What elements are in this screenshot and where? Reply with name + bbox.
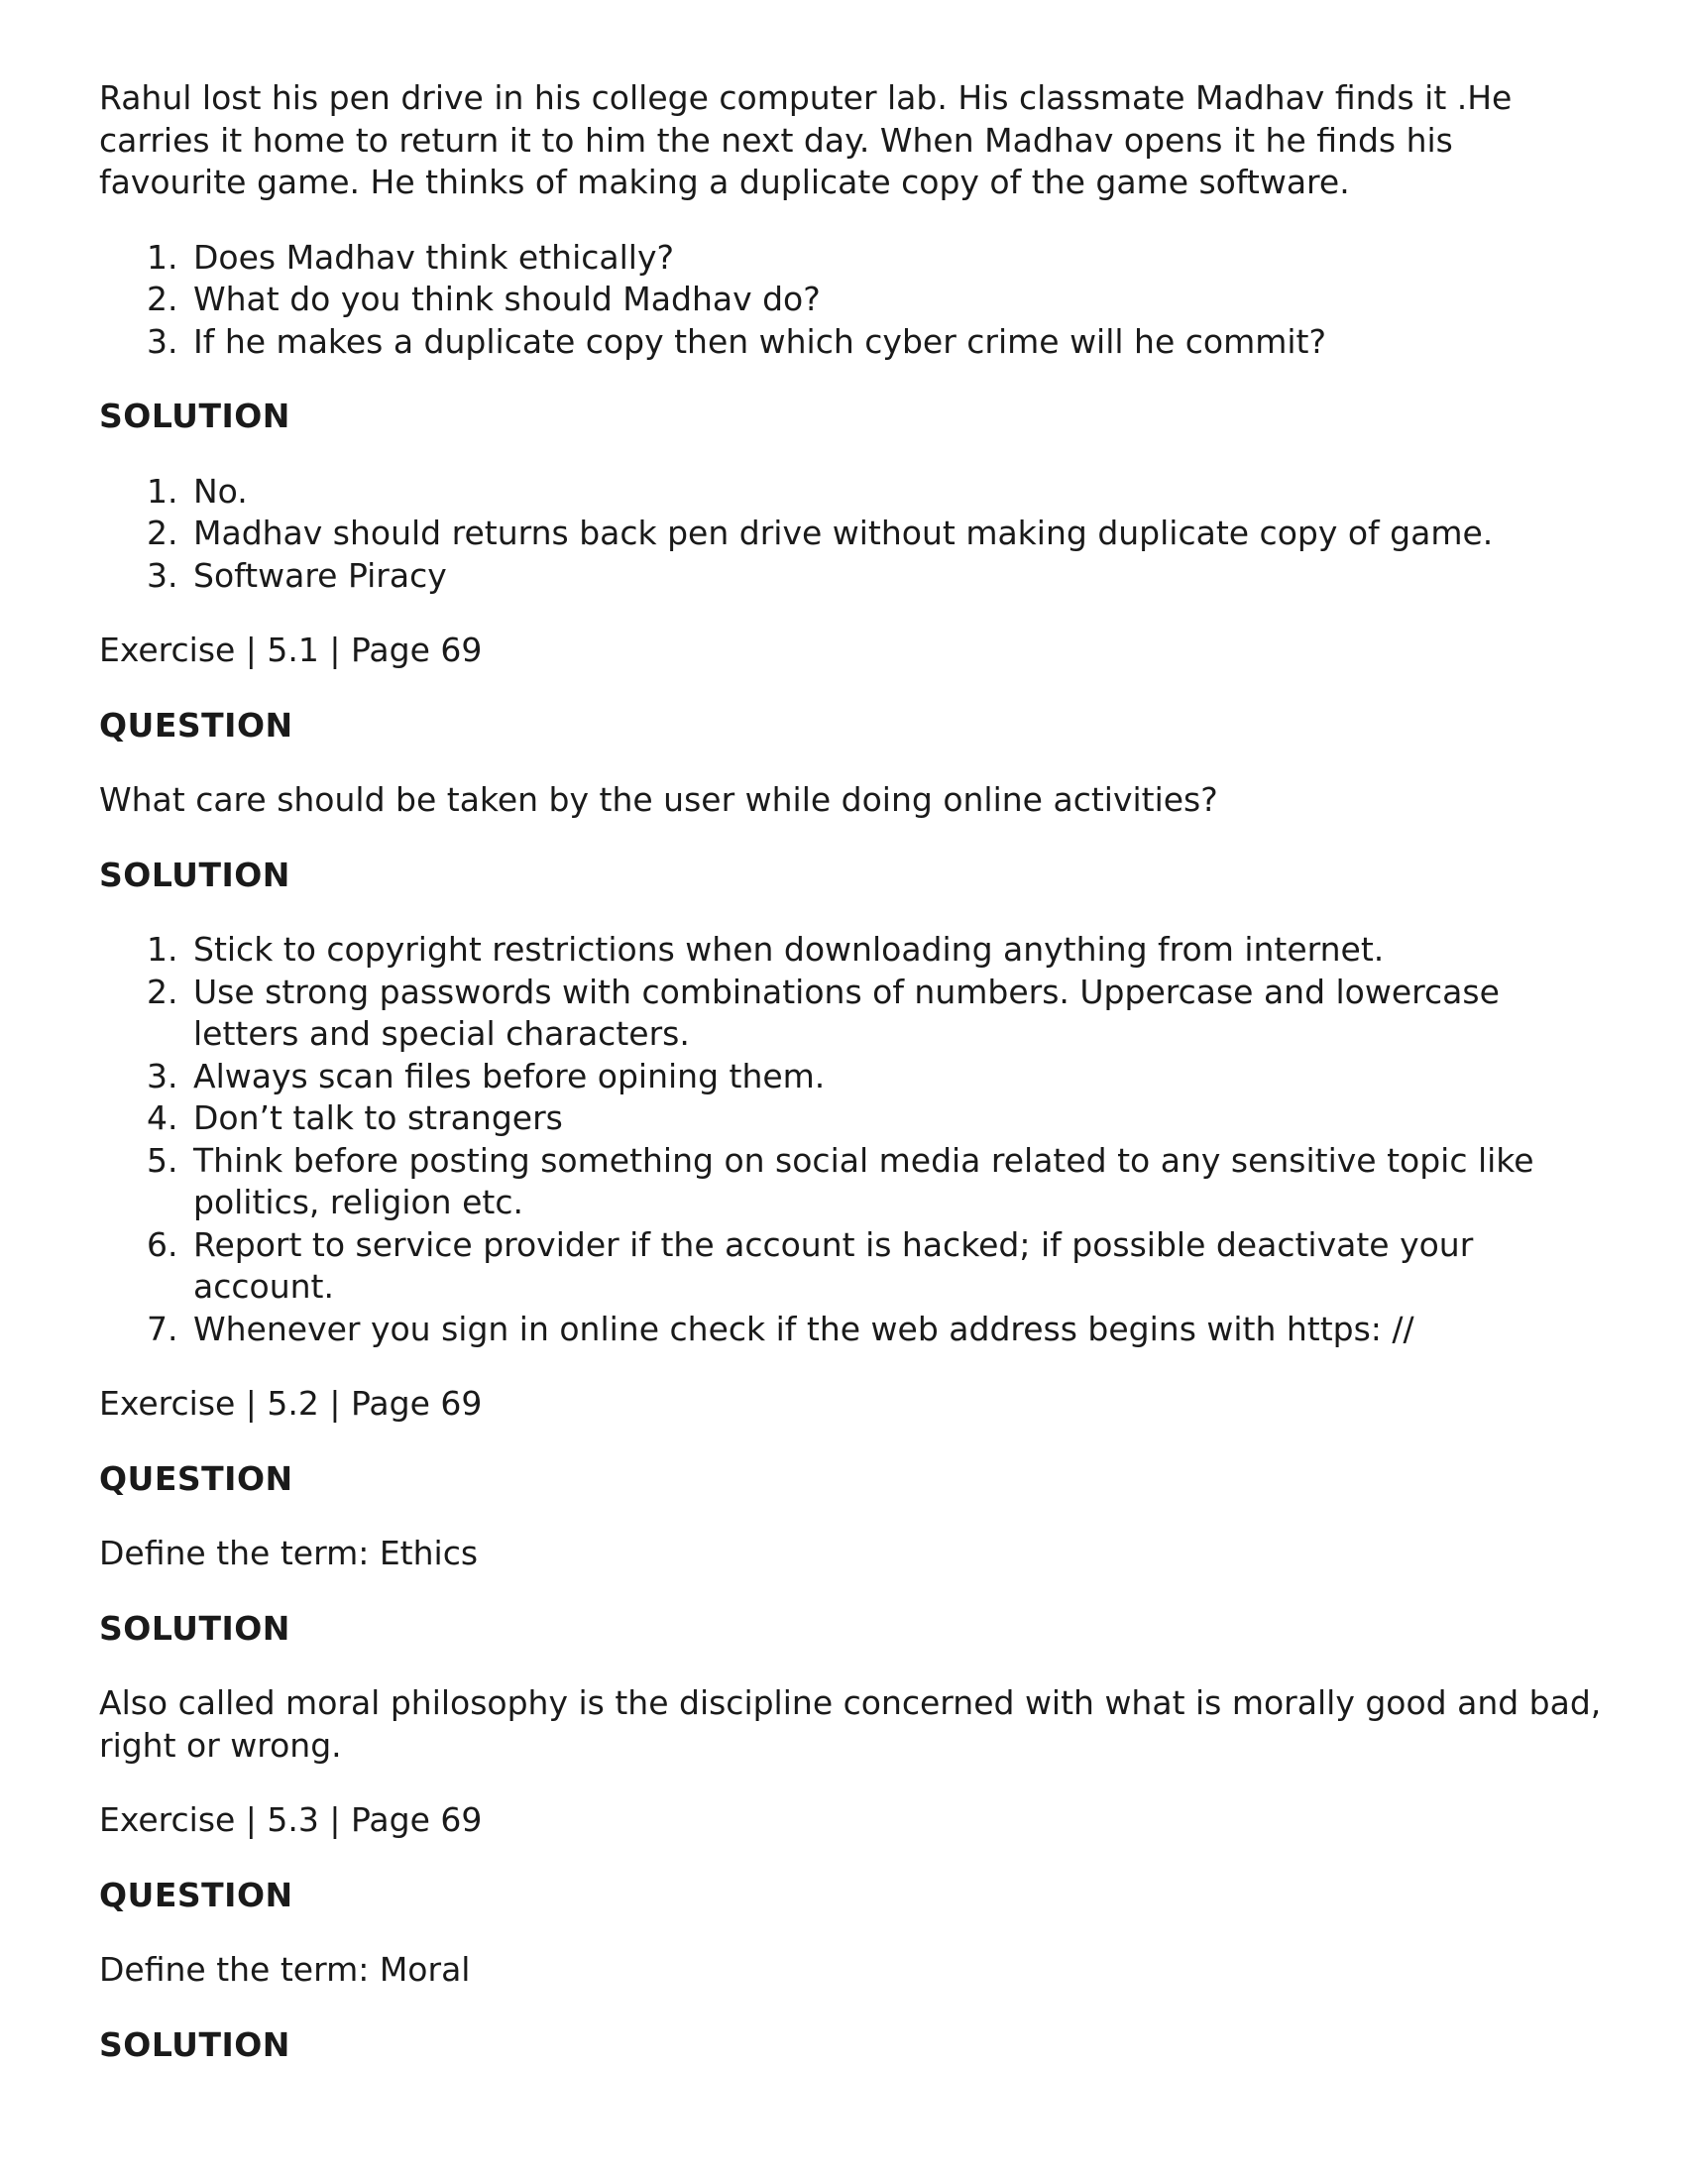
list-item — [99, 1224, 1606, 1309]
exercise-reference: Exercise | 5.3 | Page 69 — [99, 1800, 483, 1839]
solution-heading: SOLUTION — [99, 855, 290, 894]
list-item — [99, 555, 1606, 598]
question-text: Define the term: Moral — [99, 1950, 471, 1989]
list-number: 2. — [147, 280, 178, 318]
solution-heading: SOLUTION — [99, 397, 290, 435]
list-number: 1. — [147, 930, 178, 969]
question-text: What care should be taken by the user while doing online activities? — [99, 780, 1218, 819]
list-number: 5. — [147, 1140, 178, 1180]
list-number: 3. — [147, 321, 178, 361]
list-item-text: Software Piracy — [193, 555, 447, 595]
list-item-text: If he makes a duplicate copy then which cyber crime will he commit? — [193, 321, 1327, 361]
list-item-text: Does Madhav think ethically? — [193, 237, 674, 277]
list-item-text: Whenever you sign in online check if the web address begins with https: // — [193, 1309, 1414, 1348]
list-number: 1. — [147, 237, 178, 277]
list-item — [99, 237, 1606, 280]
list-item — [99, 1309, 1606, 1351]
answer-text: Also called moral philosophy is the discipline concerned with what is morally good and bad, right or wrong. — [99, 1683, 1602, 1765]
list-item — [99, 972, 1606, 1056]
list-item-text: No. — [193, 471, 248, 511]
list-number: 4. — [147, 1098, 178, 1137]
list-item-text: Think before posting something on social media related to any sensitive topic like politics, religion etc. — [193, 1140, 1534, 1221]
list-number: 2. — [147, 514, 178, 552]
list-item — [99, 321, 1606, 364]
list-item — [99, 1056, 1606, 1098]
question-text: Define the term: Ethics — [99, 1534, 479, 1572]
list-item-text: Report to service provider if the account is hacked; if possible deactivate your account. — [193, 1224, 1474, 1306]
list-item — [99, 929, 1606, 972]
list-item-text: Use strong passwords with combinations of numbers. Uppercase and lowercase letters and special characters. — [193, 972, 1500, 1053]
list-number: 1. — [147, 471, 178, 511]
list-number: 6. — [147, 1224, 178, 1264]
question-heading: QUESTION — [99, 1458, 293, 1498]
list-item — [99, 279, 1606, 321]
scenario-answer-list — [99, 471, 1606, 598]
list-item-text: Don’t talk to strangers — [193, 1098, 563, 1137]
list-item — [99, 1140, 1606, 1224]
list-item-text: Madhav should returns back pen drive without making duplicate copy of game. — [193, 514, 1494, 552]
list-item — [99, 1097, 1606, 1140]
exercise-reference: Exercise | 5.2 | Page 69 — [99, 1384, 483, 1423]
question-heading: QUESTION — [99, 1875, 293, 1914]
exercise-reference: Exercise | 5.1 | Page 69 — [99, 631, 483, 669]
list-item — [99, 513, 1606, 555]
scenario-text: Rahul lost his pen drive in his college computer lab. His classmate Madhav finds it .He carries it home to return it to him the next day. When Madhav opens it he finds his favourite game. He thinks of making a duplicate copy of the game software. — [99, 78, 1513, 201]
solution-heading: SOLUTION — [99, 1608, 290, 1648]
list-number: 2. — [147, 972, 178, 1011]
online-care-answer-list — [99, 929, 1606, 1350]
list-number: 3. — [147, 555, 178, 595]
list-item — [99, 471, 1606, 514]
solution-heading: SOLUTION — [99, 2024, 290, 2064]
question-heading: QUESTION — [99, 705, 293, 745]
list-item-text: Stick to copyright restrictions when downloading anything from internet. — [193, 930, 1385, 969]
list-item-text: What do you think should Madhav do? — [193, 280, 821, 318]
list-number: 7. — [147, 1309, 178, 1348]
scenario-question-list — [99, 237, 1606, 364]
document-page — [99, 77, 1606, 2099]
list-number: 3. — [147, 1056, 178, 1095]
list-item-text: Always scan files before opining them. — [193, 1056, 826, 1095]
